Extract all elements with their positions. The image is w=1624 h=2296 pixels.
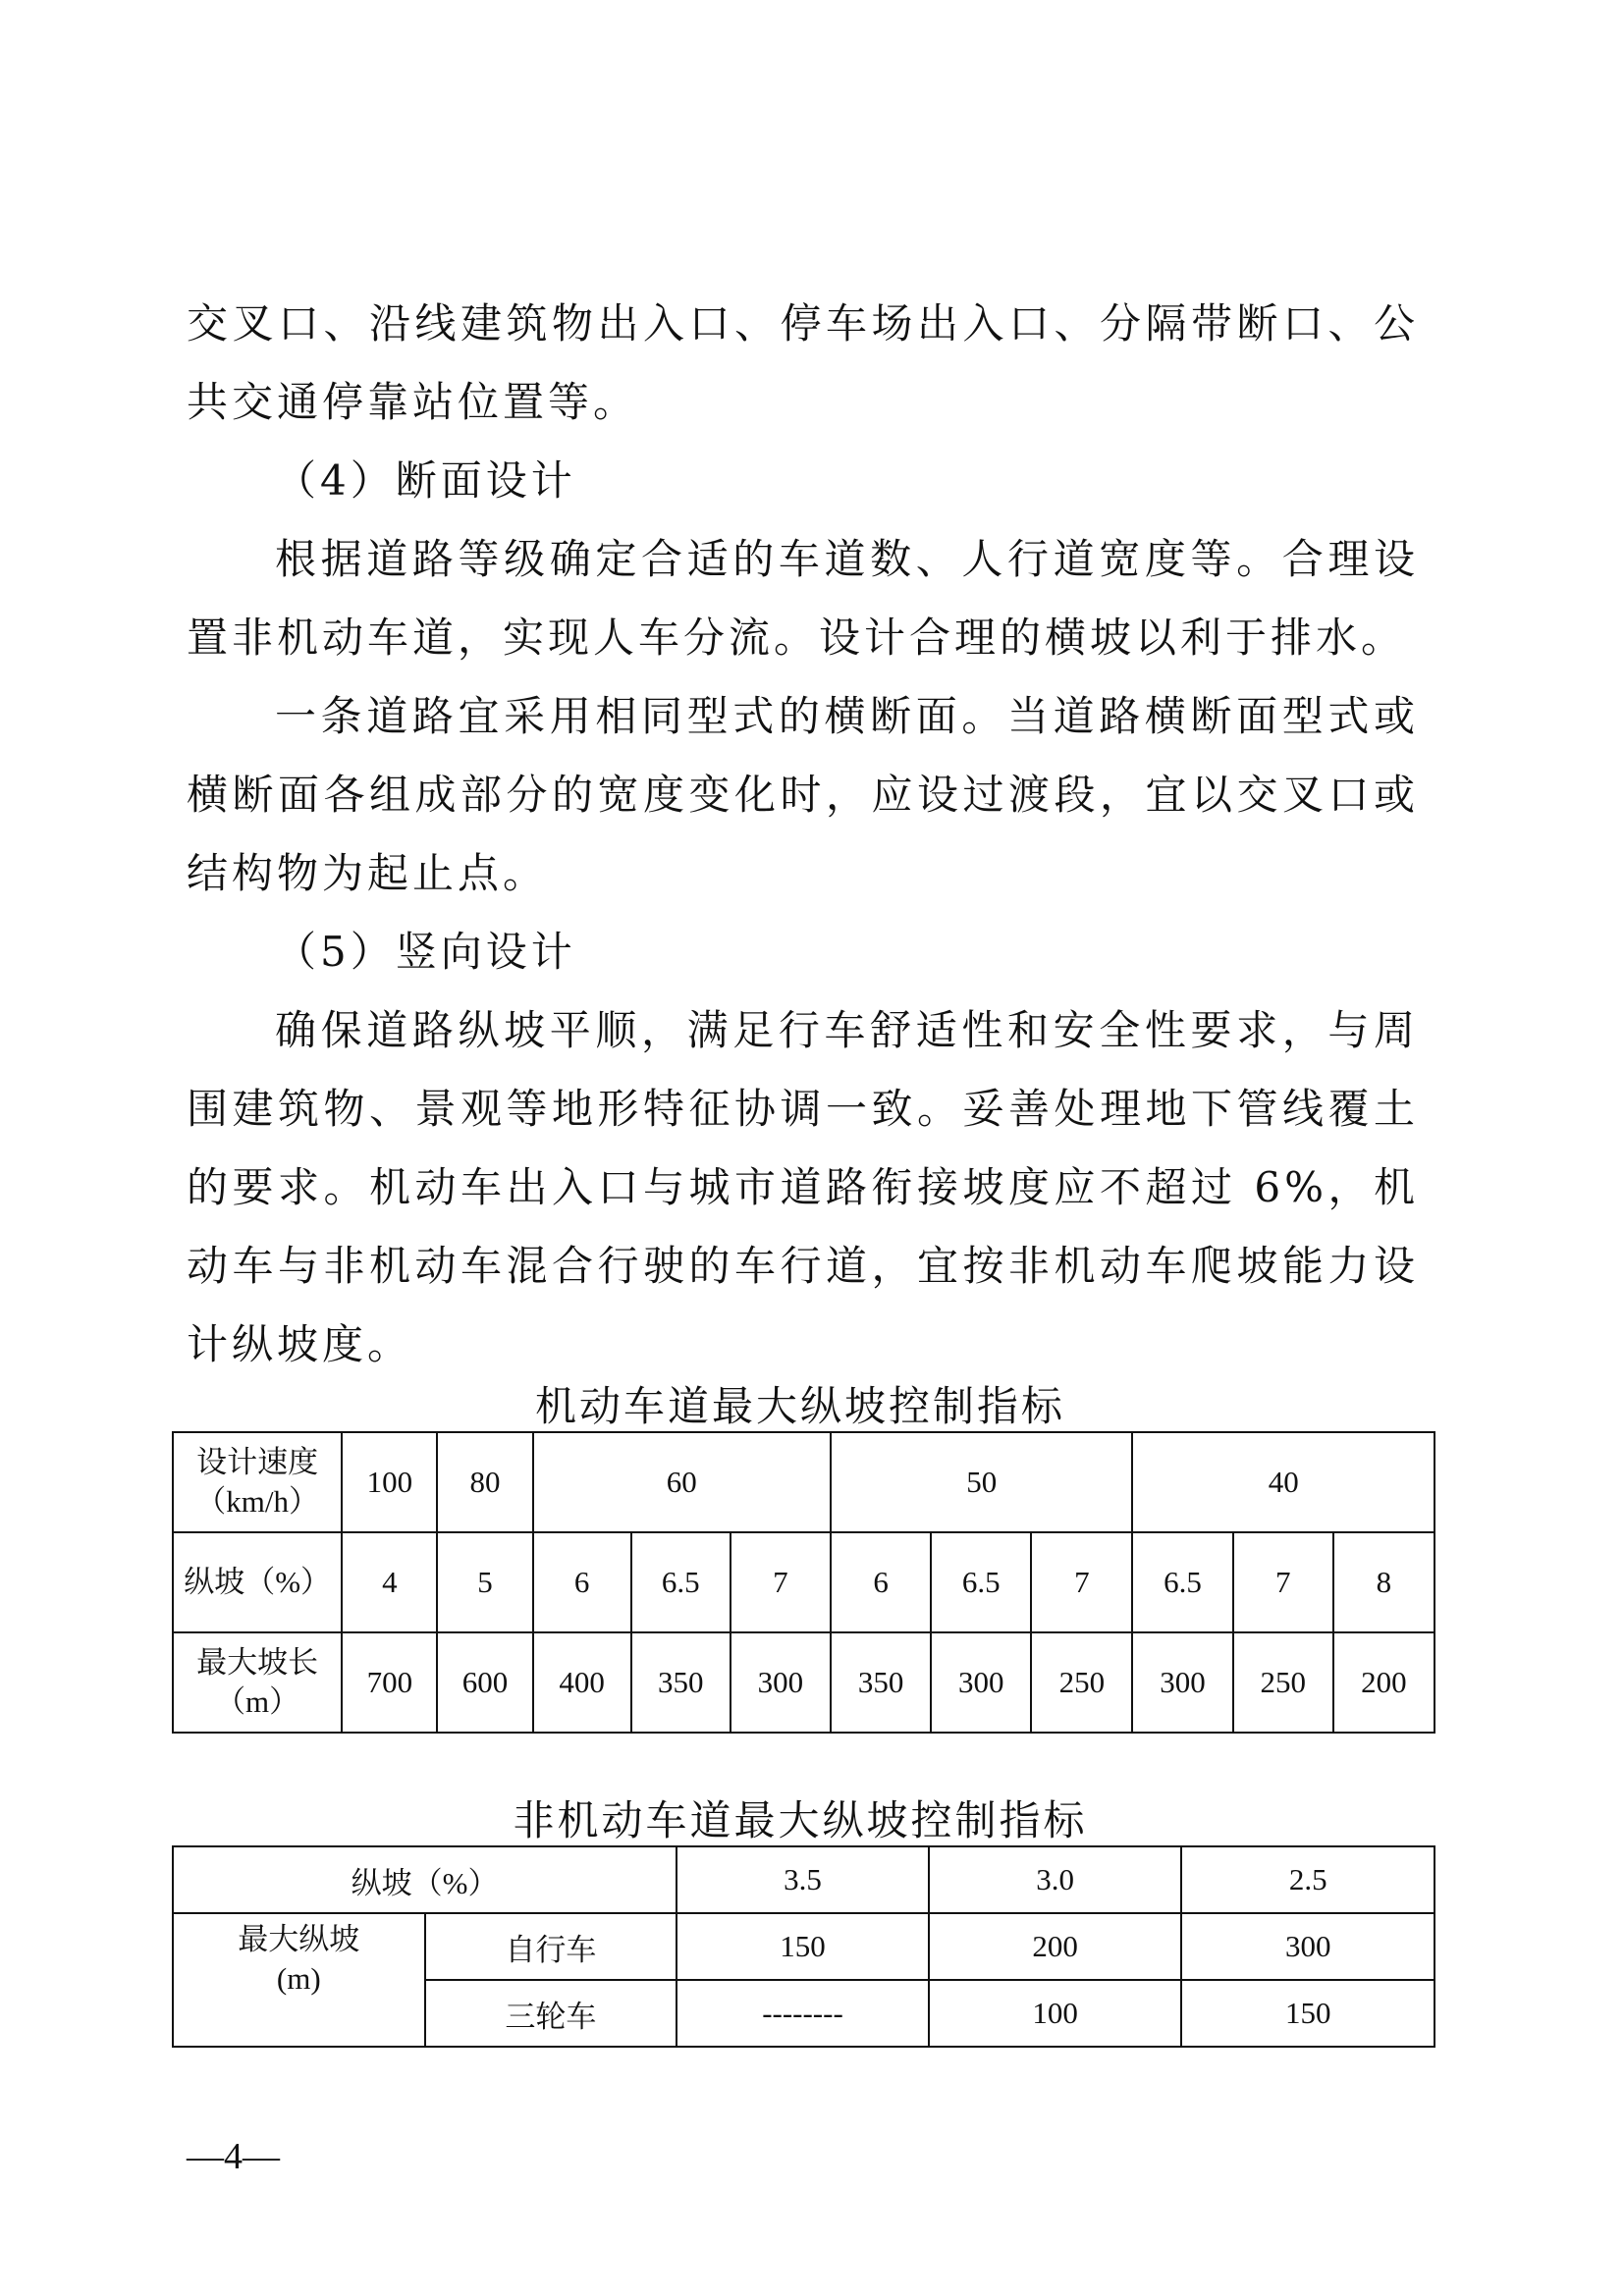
page-number: —4— [187, 2136, 280, 2177]
grade-header-cell: 纵坡（%） [173, 1846, 677, 1913]
max-grade-label-line2: (m) [276, 1961, 321, 1996]
table-cell: 300 [731, 1632, 831, 1733]
table-cell: 6.5 [631, 1532, 731, 1632]
table-cell: 40 [1132, 1432, 1435, 1532]
table-cell: 350 [631, 1632, 731, 1733]
table-cell: -------- [677, 1980, 929, 2047]
table-cell: 4 [342, 1532, 437, 1632]
table-cell: 2.5 [1181, 1846, 1435, 1913]
table-cell: 300 [1181, 1913, 1435, 1980]
table-cell: 7 [1031, 1532, 1132, 1632]
grade-label-cell: 纵坡（%） [173, 1532, 342, 1632]
table-cell: 250 [1233, 1632, 1333, 1733]
table-cell: 6.5 [931, 1532, 1031, 1632]
non-motor-lane-grade-table [172, 1845, 1435, 2048]
table-cell: 400 [533, 1632, 631, 1733]
table-cell: 6 [831, 1532, 931, 1632]
paragraph-cross-section: 一条道路宜采用相同型式的横断面。当道路横断面型式或横断面各组成部分的宽度变化时，应设过渡段，宜以交叉口或结构物为起止点。 [187, 692, 1419, 897]
bicycle-label-cell: 自行车 [425, 1913, 677, 1980]
table-cell: 3.0 [929, 1846, 1182, 1913]
table-row [173, 1532, 1435, 1632]
speed-label-line1: 设计速度 [196, 1445, 319, 1479]
paragraph-section-design: 根据道路等级确定合适的车道数、人行道宽度等。合理设置非机动车道，实现人车分流。设计合理的横坡以利于排水。 [187, 535, 1419, 662]
table-cell: 200 [1333, 1632, 1435, 1733]
table2-title: 非机动车道最大纵坡控制指标 [513, 1796, 1088, 1844]
table-cell: 50 [831, 1432, 1132, 1532]
table-cell: 700 [342, 1632, 437, 1733]
table-cell: 300 [931, 1632, 1031, 1733]
max-length-label-cell [173, 1632, 342, 1733]
table-cell: 60 [533, 1432, 831, 1532]
paragraph-vertical-design: 确保道路纵坡平顺，满足行车舒适性和安全性要求，与周围建筑物、景观等地形特征协调一致。妥善处理地下管线覆土的要求。机动车出入口与城市道路衔接坡度应不超过 6%，机动车与非机动车混合行驶的车行道，宜按非机动车爬坡能力设计纵坡度。 [187, 1006, 1419, 1368]
table-cell: 300 [1132, 1632, 1232, 1733]
tricycle-label-cell: 三轮车 [425, 1980, 677, 2047]
speed-label-line2: （km/h） [195, 1484, 319, 1519]
max-length-label-line1: 最大坡长 [196, 1645, 319, 1680]
table-row [173, 1846, 1435, 1913]
motor-lane-grade-table [172, 1431, 1435, 1734]
table-cell: 6 [533, 1532, 631, 1632]
table-cell: 100 [342, 1432, 437, 1532]
section-heading-4: （4）断面设计 [275, 456, 576, 505]
section-heading-5: （5）竖向设计 [275, 928, 576, 976]
table-cell: 150 [1181, 1980, 1435, 2047]
table-cell: 7 [1233, 1532, 1333, 1632]
table-cell: 250 [1031, 1632, 1132, 1733]
table-cell: 80 [437, 1432, 532, 1532]
table-row [173, 1632, 1435, 1733]
table-cell: 5 [437, 1532, 532, 1632]
max-length-label-line2: （m） [215, 1684, 300, 1719]
table-cell: 150 [677, 1913, 929, 1980]
speed-label-cell [173, 1432, 342, 1532]
table-cell: 3.5 [677, 1846, 929, 1913]
body-text [187, 285, 1419, 1384]
max-grade-group-cell [173, 1913, 425, 2047]
table-cell: 100 [929, 1980, 1182, 2047]
table-cell: 200 [929, 1913, 1182, 1980]
table1-title: 机动车道最大纵坡控制指标 [534, 1382, 1065, 1430]
table-cell: 8 [1333, 1532, 1435, 1632]
max-grade-label-line1: 最大纵坡 [238, 1922, 360, 1956]
table-cell: 350 [831, 1632, 931, 1733]
table-cell: 7 [731, 1532, 831, 1632]
table-cell: 600 [437, 1632, 532, 1733]
table-cell: 6.5 [1132, 1532, 1232, 1632]
table-row [173, 1913, 1435, 1980]
table-row [173, 1432, 1435, 1532]
paragraph-continuation: 交叉口、沿线建筑物出入口、停车场出入口、分隔带断口、公共交通停靠站位置等。 [187, 299, 1419, 426]
